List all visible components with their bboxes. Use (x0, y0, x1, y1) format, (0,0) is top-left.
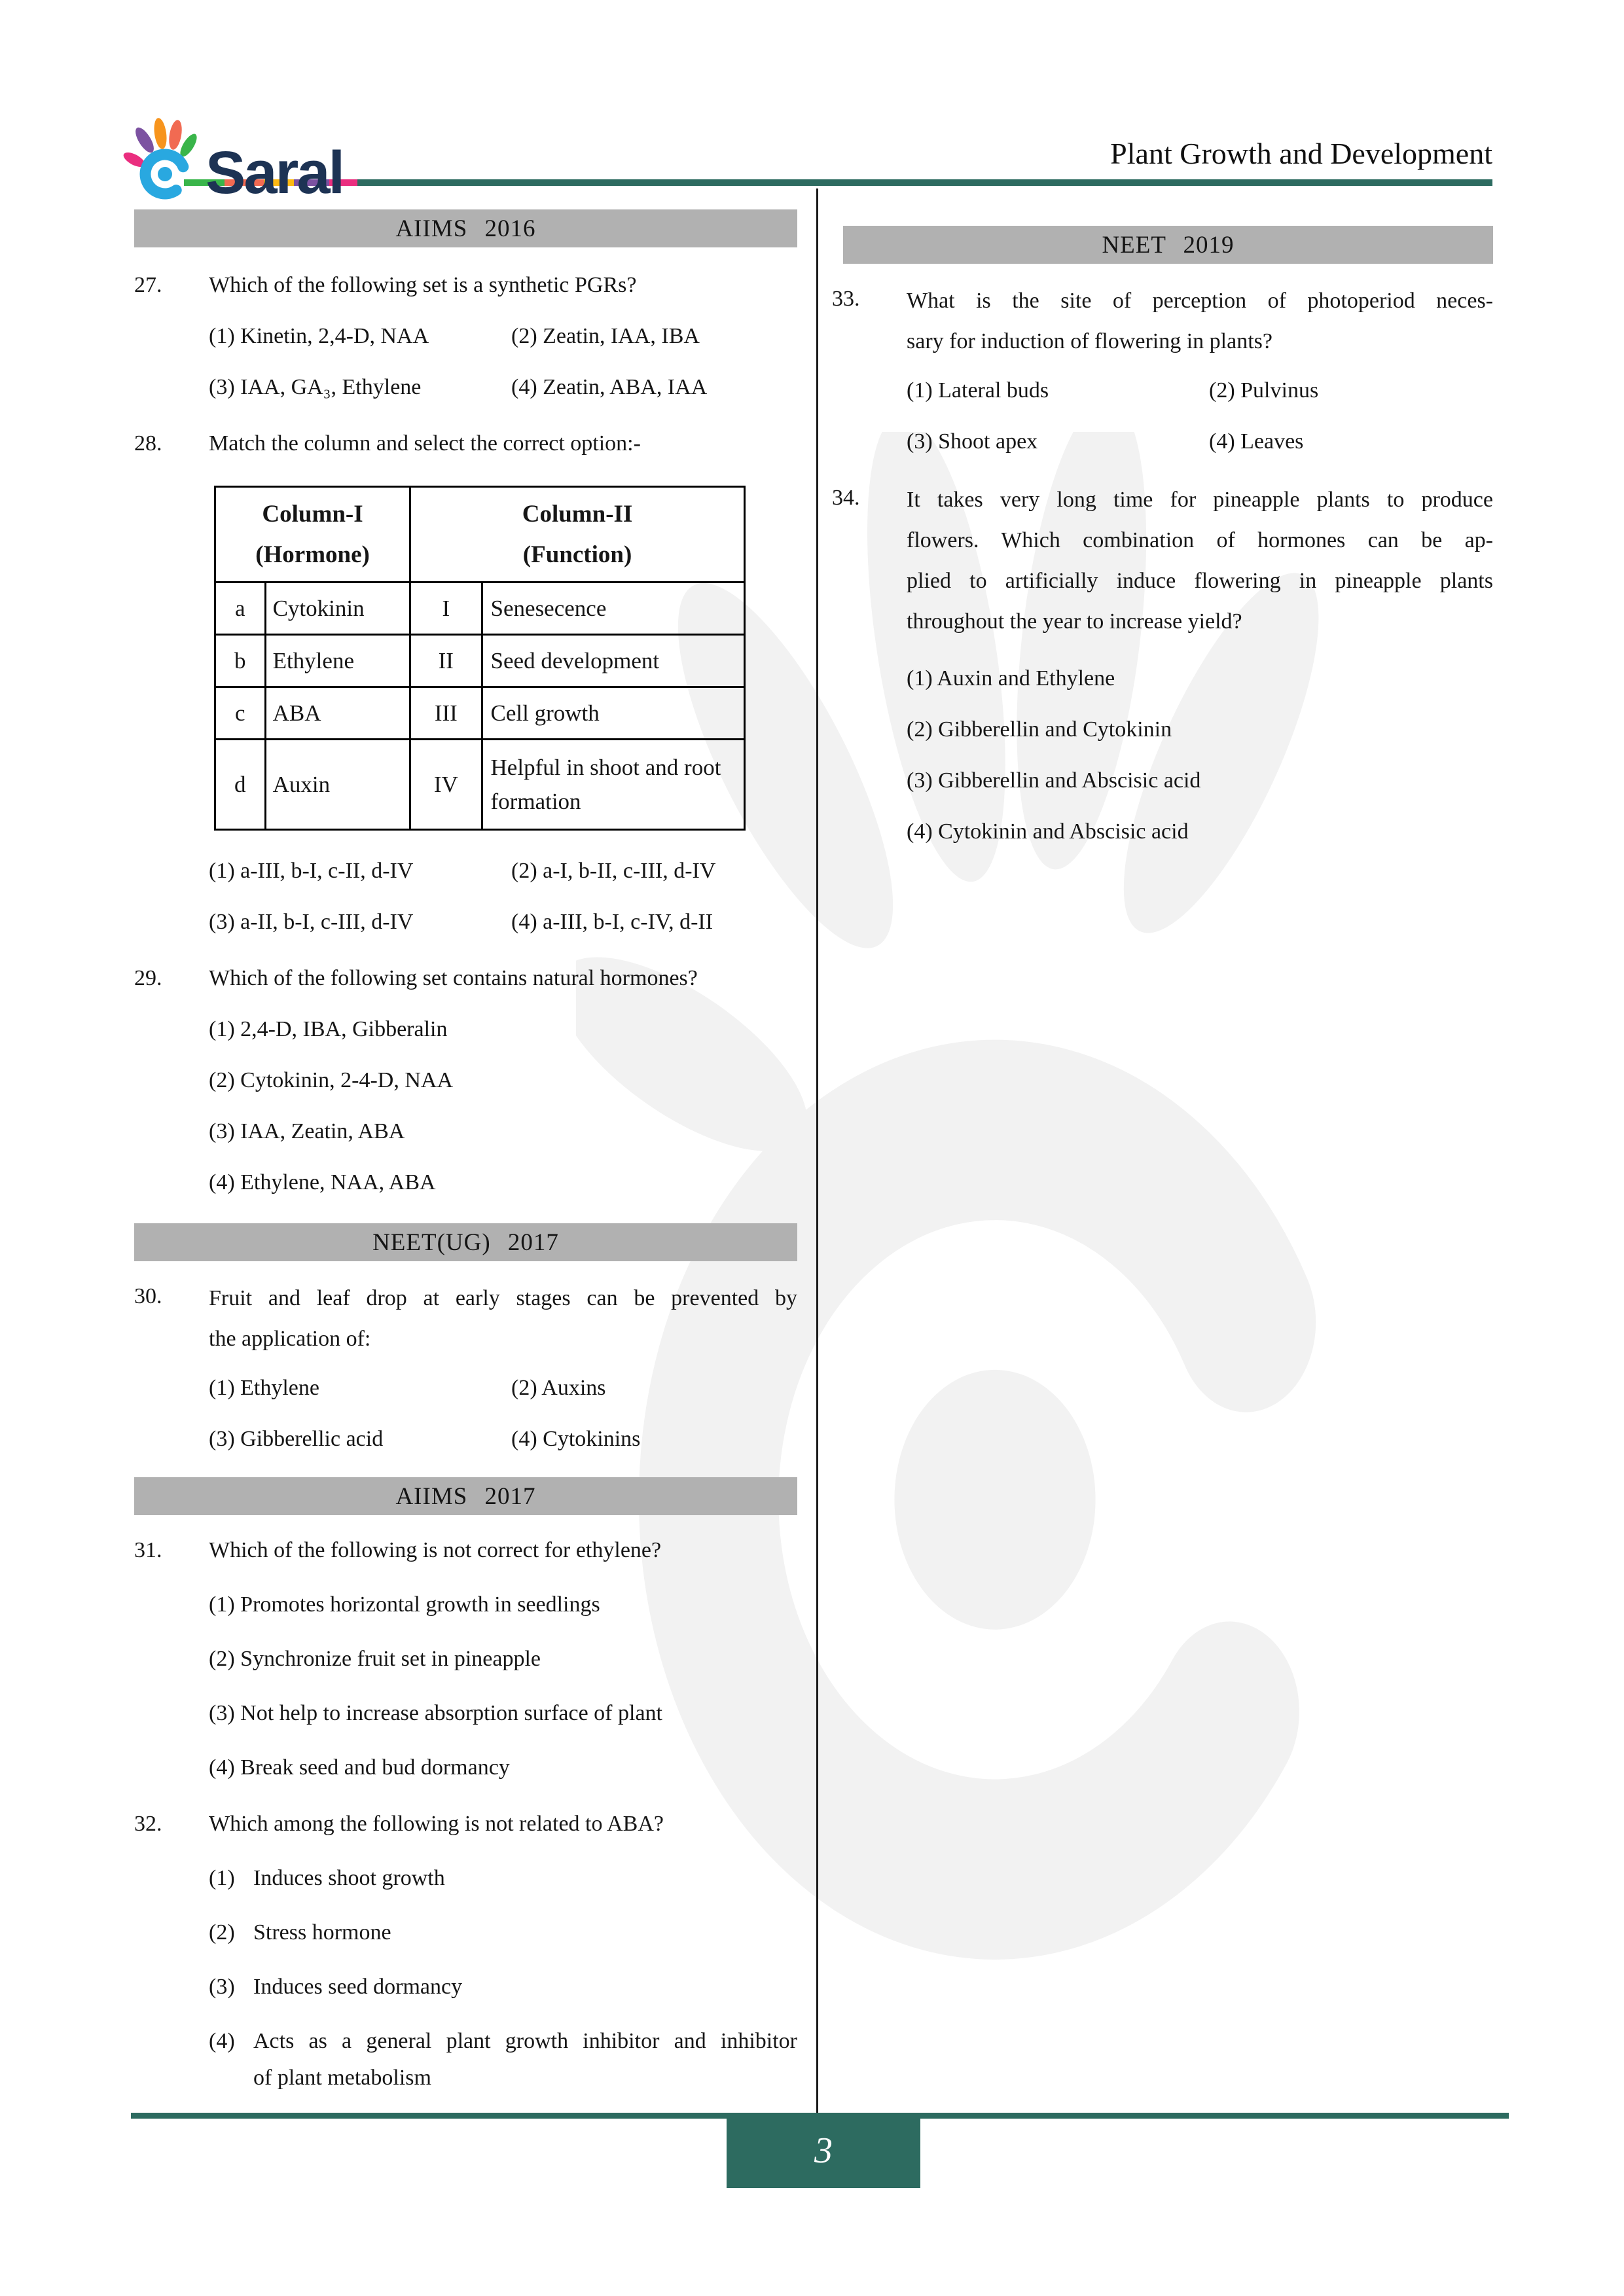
options-row (209, 904, 797, 941)
option: (1) Ethylene (209, 1376, 319, 1400)
column-1-subtitle: (Hormone) (255, 541, 370, 568)
option: (1) a-III, b-I, c-II, d-IV (209, 859, 414, 883)
option: (4) a-III, b-I, c-IV, d-II (511, 910, 713, 934)
question-number: 32. (134, 1812, 162, 1836)
option: (3) Not help to increase absorption surface of plant (209, 1701, 662, 1725)
option: (1) Auxin and Ethylene (907, 666, 1115, 691)
option-marker: (4) (209, 2029, 235, 2053)
option: (1) 2,4-D, IBA, Gibberalin (209, 1017, 448, 1041)
options-row (209, 853, 797, 889)
question-text: Which of the following is not correct for ethylene? (209, 1538, 662, 1562)
options-row (209, 1370, 797, 1407)
option: (2) a-I, b-II, c-III, d-IV (511, 859, 716, 883)
column-2-title: Column-II (522, 500, 633, 528)
option: (1) Promotes horizontal growth in seedlings (209, 1592, 600, 1617)
option: (3) IAA, GA₃, Ethylene (209, 375, 422, 399)
question-number: 29. (134, 966, 162, 990)
table-row (215, 583, 745, 635)
section-title: NEET(UG) 2017 (372, 1229, 559, 1256)
option: (4) Ethylene, NAA, ABA (209, 1170, 436, 1194)
table-header-row (215, 487, 745, 583)
option-text: Induces shoot growth (253, 1866, 445, 1890)
column-1-title: Column-I (262, 500, 363, 528)
question-text-line: flowers. Which combination of hormones can be ap- (907, 528, 1493, 552)
options-row (907, 423, 1493, 460)
option: (3) a-II, b-I, c-III, d-IV (209, 910, 414, 934)
option: (4) Leaves (1209, 429, 1304, 454)
row-function: Senesecence (482, 583, 744, 635)
header-rule (184, 179, 1492, 186)
question-number: 27. (134, 273, 162, 297)
option (209, 1860, 797, 1897)
rule-segment-teal (357, 179, 1492, 186)
option: (3) Shoot apex (907, 429, 1038, 454)
option-text: Stress hormone (253, 1920, 391, 1945)
question-text-line: Fruit and leaf drop at early stages can be prevented by (209, 1286, 797, 1310)
row-function: Cell growth (482, 687, 744, 740)
logo-text: Saral (206, 139, 344, 206)
question-text: Which of the following set contains natural hormones? (209, 966, 698, 990)
option: (2) Zeatin, IAA, IBA (511, 324, 700, 348)
question-number: 31. (134, 1538, 162, 1562)
question-number: 34. (832, 486, 860, 510)
question-text-line: throughout the year to increase yield? (907, 609, 1242, 634)
options-row (209, 369, 797, 406)
option: (3) Gibberellin and Abscisic acid (907, 768, 1201, 793)
options-row (209, 318, 797, 355)
question-29 (134, 960, 797, 1201)
options-row (907, 372, 1493, 409)
question-number: 30. (134, 1284, 162, 1308)
row-roman: II (410, 635, 482, 687)
row-letter: a (215, 583, 266, 635)
question-text-line: sary for induction of flowering in plants? (907, 329, 1272, 353)
question-text-line: It takes very long time for pineapple plants to produce (907, 488, 1493, 512)
column-2-subtitle: (Function) (522, 541, 632, 568)
section-header-aiims-2017 (134, 1477, 797, 1515)
table-row (215, 740, 745, 830)
row-letter: d (215, 740, 266, 830)
page-number: 3 (814, 2130, 833, 2171)
section-title: AIIMS 2016 (395, 215, 536, 242)
row-hormone: ABA (265, 687, 410, 740)
option (209, 1914, 797, 1951)
option: (1) Lateral buds (907, 378, 1049, 403)
option: (2) Pulvinus (1209, 378, 1319, 403)
section-title: AIIMS 2017 (395, 1482, 536, 1510)
question-number: 28. (134, 431, 162, 456)
question-34 (832, 480, 1493, 850)
option: (2) Cytokinin, 2-4-D, NAA (209, 1068, 454, 1092)
column-divider (816, 188, 818, 2113)
question-text: Which of the following set is a synthetic PGRs? (209, 273, 637, 297)
option-marker: (3) (209, 1975, 235, 1999)
page-title: Plant Growth and Development (1110, 137, 1492, 170)
esaral-hand-icon (123, 117, 209, 203)
options-row (209, 1421, 797, 1458)
option: (2) Gibberellin and Cytokinin (907, 717, 1172, 742)
row-letter: b (215, 635, 266, 687)
option (209, 1969, 797, 2005)
question-text-line: What is the site of perception of photoperiod neces- (907, 289, 1493, 313)
question-30 (134, 1278, 797, 1458)
option: (1) Kinetin, 2,4-D, NAA (209, 324, 429, 348)
option: (2) Synchronize fruit set in pineapple (209, 1647, 541, 1671)
option: (2) Auxins (511, 1376, 606, 1400)
section-header-neet-2019 (843, 226, 1493, 264)
option: (4) Cytokinins (511, 1427, 641, 1451)
question-33 (832, 281, 1493, 460)
question-text-line: plied to artificially induce flowering in pineapple plants (907, 569, 1493, 593)
row-hormone: Auxin (265, 740, 410, 830)
option-text-line: Acts as a general plant growth inhibitor and inhibitor (253, 2029, 797, 2053)
table-row (215, 687, 745, 740)
question-text: Match the column and select the correct option:- (209, 431, 641, 456)
row-hormone: Ethylene (265, 635, 410, 687)
option-marker: (1) (209, 1866, 235, 1890)
option-marker: (2) (209, 1920, 235, 1945)
row-function: Seed development (482, 635, 744, 687)
section-header-neet-ug-2017 (134, 1223, 797, 1261)
option: (3) IAA, Zeatin, ABA (209, 1119, 405, 1143)
option-text: Induces seed dormancy (253, 1975, 463, 1999)
option: (4) Break seed and bud dormancy (209, 1755, 510, 1780)
row-function: Helpful in shoot and root formation (482, 740, 744, 830)
section-header-aiims-2016 (134, 209, 797, 247)
right-column (832, 226, 1493, 850)
option-text-line: of plant metabolism (253, 2066, 431, 2090)
question-31 (134, 1532, 797, 1786)
row-roman: I (410, 583, 482, 635)
row-roman: IV (410, 740, 482, 830)
table-row (215, 635, 745, 687)
page-number-badge (727, 2113, 920, 2188)
option (209, 2023, 797, 2096)
match-columns-table (214, 486, 746, 831)
row-hormone: Cytokinin (265, 583, 410, 635)
esaral-logo (123, 117, 344, 206)
option: (4) Cytokinin and Abscisic acid (907, 819, 1189, 844)
question-27 (134, 267, 797, 406)
question-number: 33. (832, 287, 860, 311)
question-text-line: the application of: (209, 1327, 371, 1351)
row-roman: III (410, 687, 482, 740)
option: (3) Gibberellic acid (209, 1427, 384, 1451)
left-column (134, 209, 797, 2096)
section-title: NEET 2019 (1102, 231, 1235, 259)
row-letter: c (215, 687, 266, 740)
question-text: Which among the following is not related to ABA? (209, 1812, 664, 1836)
option: (4) Zeatin, ABA, IAA (511, 375, 708, 399)
question-32 (134, 1806, 797, 2096)
question-28 (134, 425, 797, 941)
